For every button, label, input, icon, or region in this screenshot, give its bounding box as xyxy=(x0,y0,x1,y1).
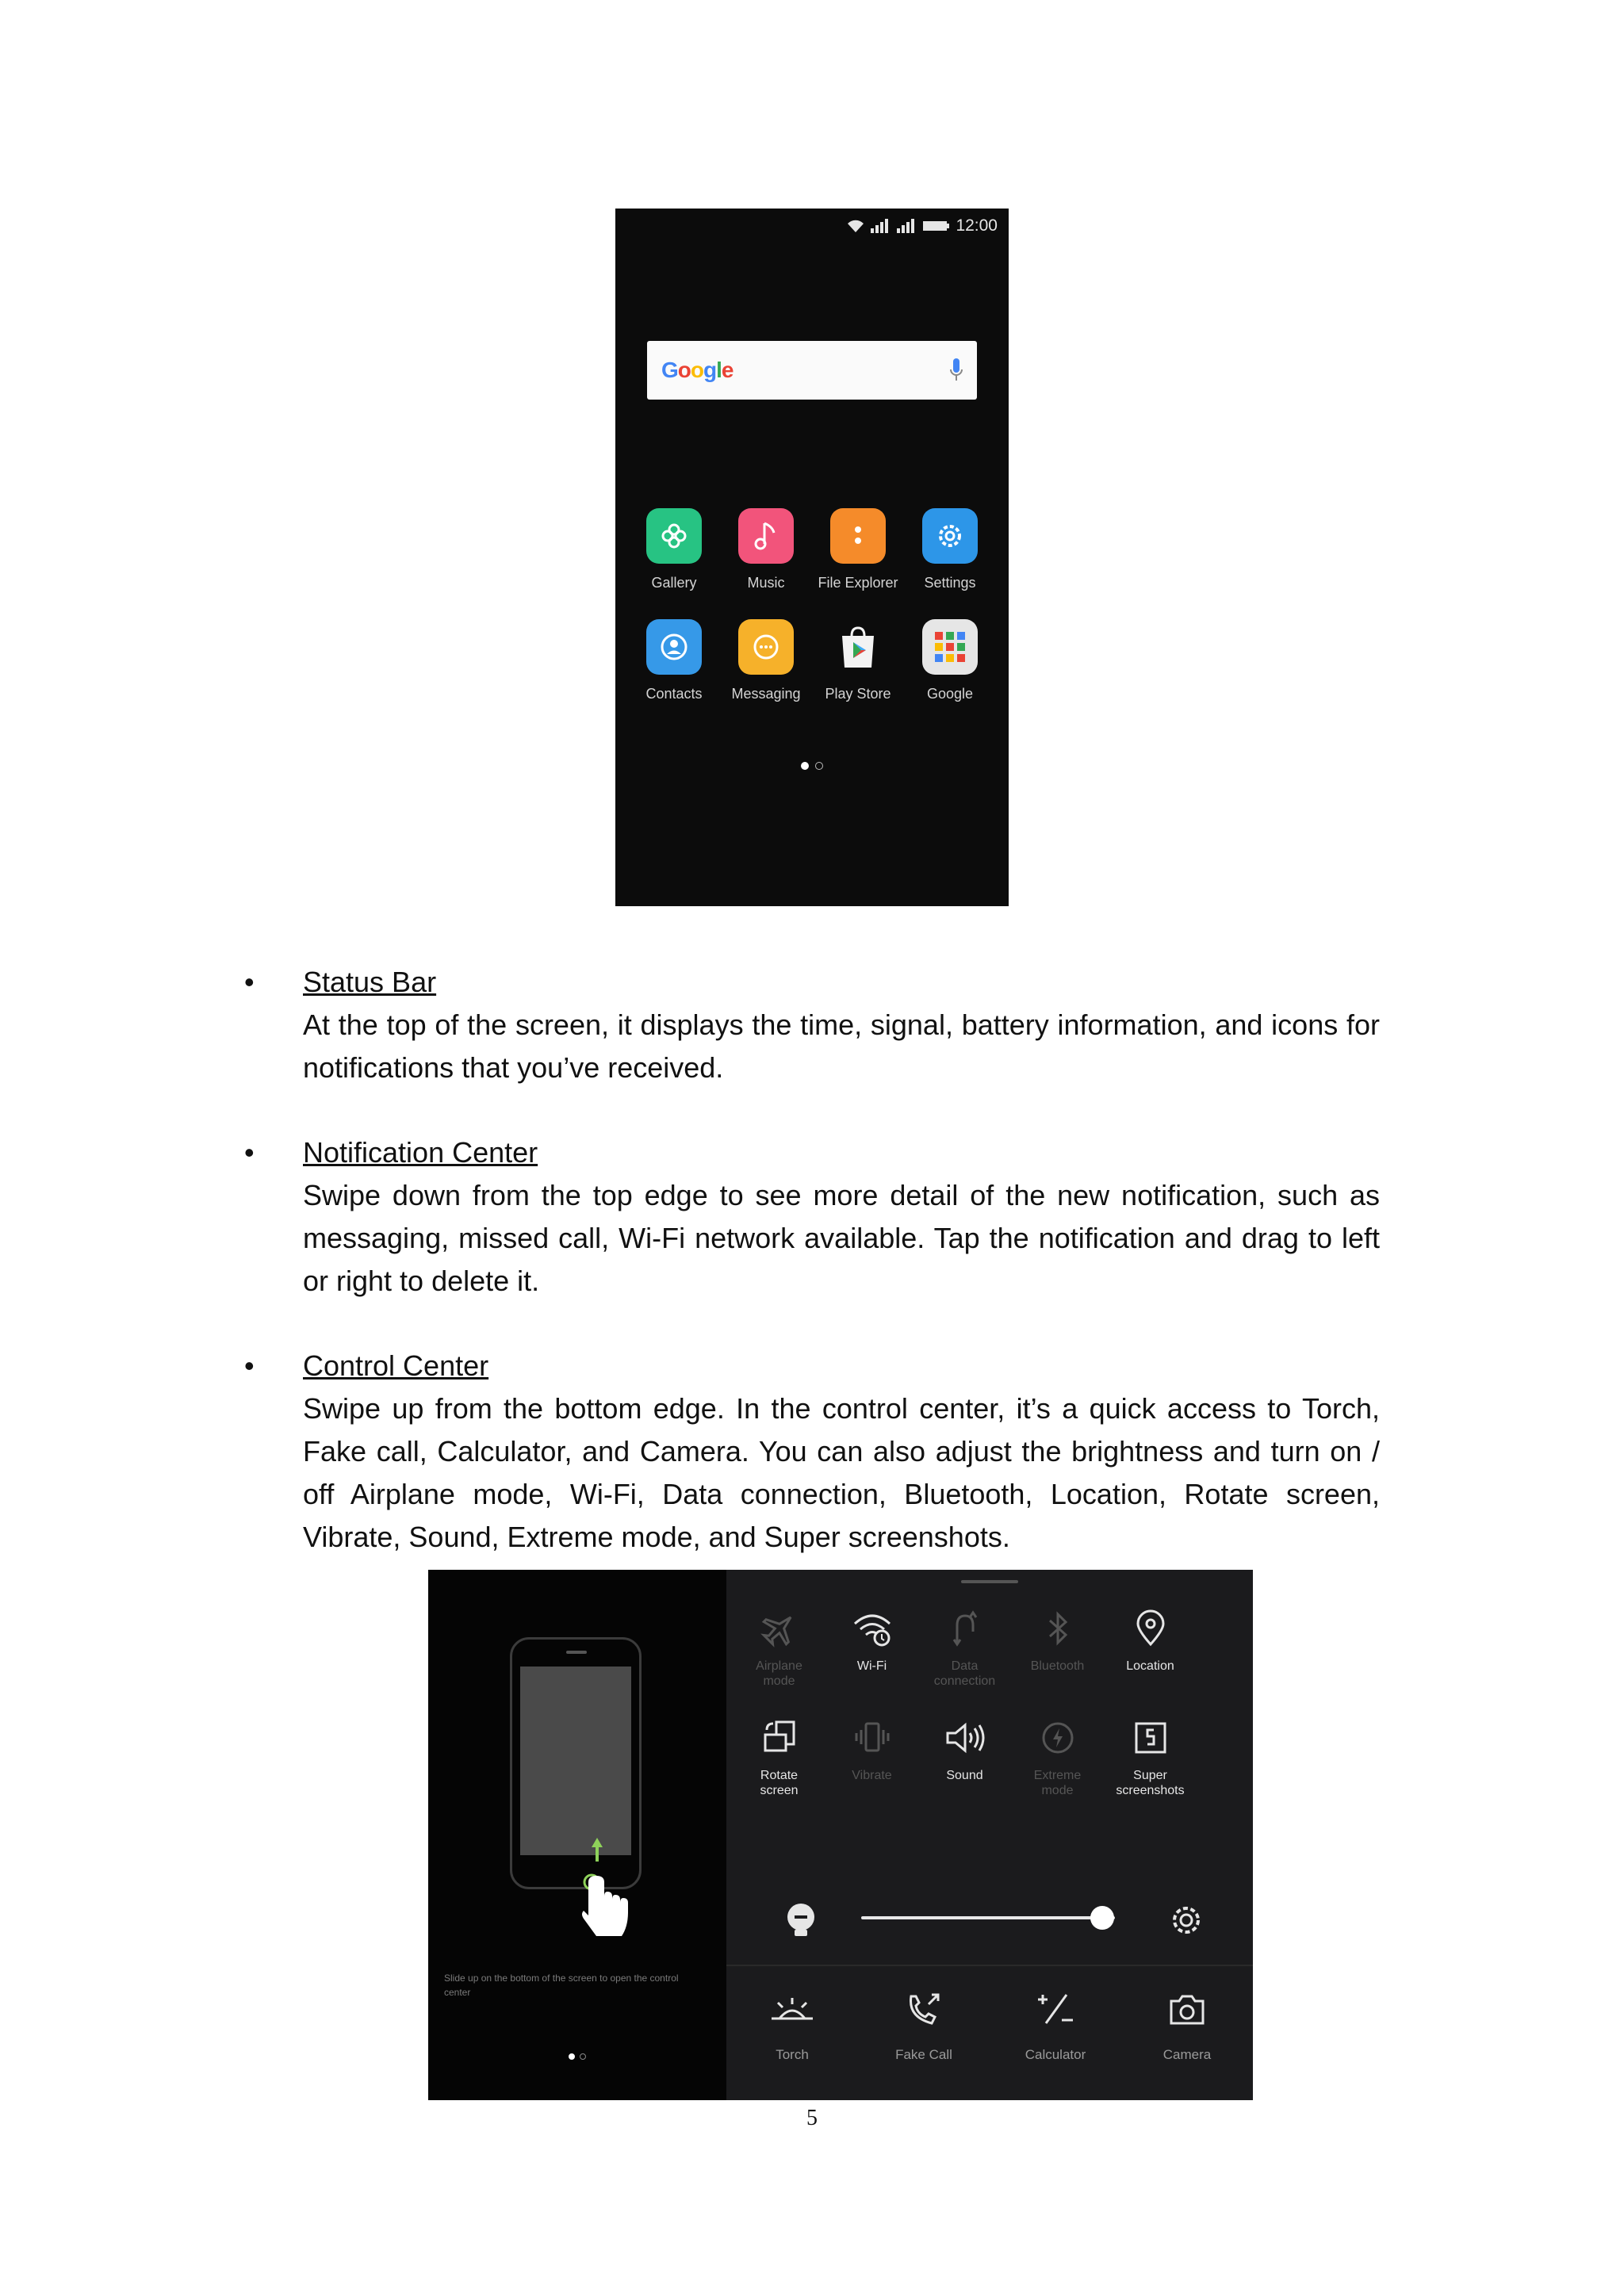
tutorial-panel xyxy=(428,1570,726,2100)
shortcut-calculator[interactable] xyxy=(990,1990,1121,2063)
page-dot xyxy=(815,762,823,770)
toggle-label: Sound xyxy=(946,1769,983,1782)
page-dot-active xyxy=(569,2053,575,2060)
app-label: Messaging xyxy=(731,686,801,702)
shortcut-row xyxy=(726,1990,1253,2063)
google-folder-icon xyxy=(922,619,978,675)
location-icon xyxy=(1132,1609,1170,1647)
app-settings[interactable] xyxy=(904,508,996,591)
speaker xyxy=(566,1651,587,1654)
drag-handle[interactable] xyxy=(961,1580,1018,1583)
brightness-slider-knob[interactable] xyxy=(1090,1906,1114,1930)
toggle-label: Vibrate xyxy=(852,1769,892,1782)
status-bar xyxy=(846,215,998,237)
microphone-icon[interactable] xyxy=(950,358,963,382)
extreme-mode-icon xyxy=(1039,1719,1077,1757)
page-number: 5 xyxy=(806,2106,818,2130)
fake-call-icon xyxy=(900,1990,948,2028)
toggle-grid xyxy=(733,1609,1247,1798)
shortcut-label: Torch xyxy=(776,2047,809,2062)
messaging-icon xyxy=(738,619,794,675)
list-item xyxy=(244,1131,1380,1303)
toggle-vibrate[interactable] xyxy=(825,1719,918,1798)
page-indicator xyxy=(615,762,1009,770)
page-dot-active xyxy=(801,762,809,770)
toggle-airplane-mode[interactable] xyxy=(733,1609,825,1689)
app-label: Play Store xyxy=(825,686,891,702)
shortcut-label: Calculator xyxy=(1025,2047,1086,2062)
app-file-explorer[interactable] xyxy=(812,508,904,591)
signal-icon xyxy=(897,219,917,233)
battery-icon xyxy=(923,220,950,232)
app-google-folder[interactable] xyxy=(904,619,996,702)
toggle-label: Wi-Fi xyxy=(856,1659,887,1673)
play-store-icon xyxy=(830,619,886,675)
item-title: Notification Center xyxy=(303,1136,538,1169)
feature-list xyxy=(244,961,1380,1559)
shortcut-camera[interactable] xyxy=(1121,1990,1253,2063)
toggle-label: Super screenshots xyxy=(1116,1769,1185,1797)
control-panel xyxy=(726,1570,1253,2100)
shortcut-torch[interactable] xyxy=(726,1990,858,2063)
toggle-label: Rotate screen xyxy=(760,1769,799,1797)
toggle-rotate-screen[interactable] xyxy=(733,1719,825,1798)
item-title: Status Bar xyxy=(303,966,437,998)
app-label: File Explorer xyxy=(818,575,898,591)
sound-icon xyxy=(943,1719,987,1757)
data-connection-icon xyxy=(946,1609,984,1647)
super-screenshots-icon xyxy=(1132,1719,1170,1757)
toggle-extreme-mode[interactable] xyxy=(1011,1719,1104,1798)
brightness-row xyxy=(726,1887,1253,1950)
toggle-label: Data connection xyxy=(933,1659,996,1688)
app-label: Google xyxy=(926,686,974,702)
app-label: Music xyxy=(747,575,785,591)
app-music[interactable] xyxy=(720,508,812,591)
torch-icon xyxy=(768,1990,816,2028)
item-body: Swipe up from the bottom edge. In the control center, it’s a quick access to Torch, Fake call, Calculator, and Camera. You can also adjust the brightness and turn on / off Airplane mode, Wi-Fi, Data connection, Bluetooth, Location, Rotate screen, Vibrate, Sound, Extreme mode, and Super screenshots. xyxy=(303,1392,1380,1553)
bluetooth-icon xyxy=(1039,1609,1077,1647)
settings-icon[interactable] xyxy=(1167,1901,1205,1939)
app-label: Gallery xyxy=(651,575,697,591)
page-dot xyxy=(580,2053,586,2060)
app-messaging[interactable] xyxy=(720,619,812,702)
calculator-icon xyxy=(1032,1990,1079,2028)
wifi-icon xyxy=(850,1609,894,1647)
app-contacts[interactable] xyxy=(628,619,720,702)
hand-gesture-icon xyxy=(580,1871,638,1942)
app-label: Settings xyxy=(924,575,976,591)
bullet: • xyxy=(244,966,255,998)
app-play-store[interactable] xyxy=(812,619,904,702)
tutorial-hint: Slide up on the bottom of the screen to open the control center xyxy=(444,1973,679,1998)
item-body: At the top of the screen, it displays the time, signal, battery information, and icons for notifications that you’ve received. xyxy=(303,1008,1380,1084)
vibrate-icon xyxy=(853,1719,891,1757)
rotate-screen-icon xyxy=(760,1719,799,1757)
toggle-bluetooth[interactable] xyxy=(1011,1609,1104,1689)
camera-icon xyxy=(1163,1990,1211,2028)
toggle-label: Airplane mode xyxy=(756,1659,802,1688)
google-logo: Google xyxy=(661,358,733,382)
bullet: • xyxy=(244,1136,255,1169)
toggle-sound[interactable] xyxy=(918,1719,1011,1798)
brightness-slider[interactable] xyxy=(861,1916,1115,1919)
gallery-icon xyxy=(646,508,702,564)
app-grid xyxy=(628,508,996,702)
signal-icon xyxy=(871,219,891,233)
app-label: Contacts xyxy=(645,686,703,702)
contacts-icon xyxy=(646,619,702,675)
brightness-icon xyxy=(783,1901,818,1939)
status-time: 12:00 xyxy=(956,216,998,235)
home-screen-screenshot xyxy=(615,209,1009,906)
shortcut-label: Camera xyxy=(1162,2047,1212,2062)
toggle-label: Bluetooth xyxy=(1030,1659,1085,1673)
toggle-data-connection[interactable] xyxy=(918,1609,1011,1689)
list-item xyxy=(244,961,1380,1089)
page-indicator xyxy=(428,2053,726,2060)
toggle-super-screenshots[interactable] xyxy=(1104,1719,1197,1798)
toggle-label: Location xyxy=(1126,1659,1174,1673)
item-title: Control Center xyxy=(303,1349,489,1382)
wifi-icon xyxy=(846,219,865,233)
settings-icon xyxy=(922,508,978,564)
google-search-bar[interactable] xyxy=(647,341,977,400)
app-gallery[interactable] xyxy=(628,508,720,591)
list-item xyxy=(244,1345,1380,1559)
file-explorer-icon xyxy=(830,508,886,564)
item-body: Swipe down from the top edge to see more detail of the new notification, such as messaging, missed call, Wi-Fi network available. Tap the notification and drag to left or right to delete it. xyxy=(303,1179,1380,1297)
music-icon xyxy=(738,508,794,564)
control-center-screenshot xyxy=(428,1570,1253,2100)
phone-illustration xyxy=(510,1637,642,1889)
airplane-icon xyxy=(760,1609,799,1647)
toggle-wifi[interactable] xyxy=(825,1609,918,1689)
shortcut-fake-call[interactable] xyxy=(858,1990,990,2063)
bullet: • xyxy=(244,1349,255,1382)
phone-screen xyxy=(520,1667,631,1855)
shortcut-label: Fake Call xyxy=(895,2047,952,2062)
toggle-location[interactable] xyxy=(1104,1609,1197,1689)
divider xyxy=(726,1965,1253,1966)
swipe-up-arrow-icon xyxy=(592,1838,603,1862)
toggle-label: Extreme mode xyxy=(1033,1769,1082,1797)
